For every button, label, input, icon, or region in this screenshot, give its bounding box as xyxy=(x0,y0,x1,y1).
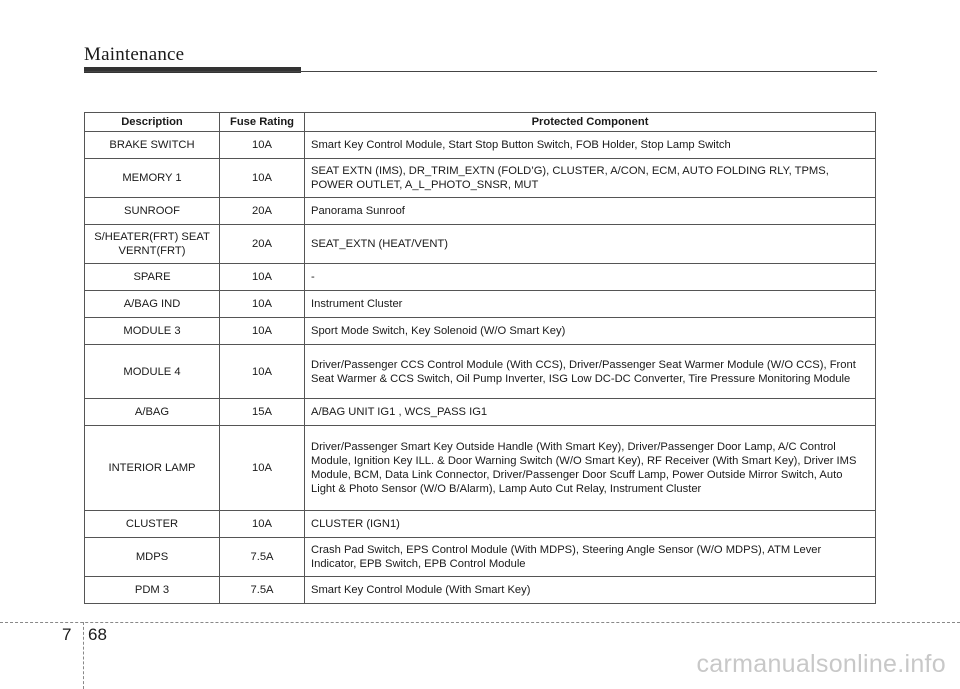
cell-description: MODULE 4 xyxy=(85,345,220,399)
cell-protected-component: Sport Mode Switch, Key Solenoid (W/O Smart Key) xyxy=(305,318,876,345)
cell-description: SPARE xyxy=(85,264,220,291)
cell-description: BRAKE SWITCH xyxy=(85,132,220,159)
cell-protected-component: - xyxy=(305,264,876,291)
table-row xyxy=(85,426,876,511)
cell-protected-component: Driver/Passenger CCS Control Module (With CCS), Driver/Passenger Seat Warmer Module (W/O CCS), Front Seat Warmer & CCS Switch, Oil Pump Inverter, ISG Low DC-DC Converter, Tire Pressure Monitoring Module xyxy=(305,345,876,399)
cell-description: MDPS xyxy=(85,538,220,577)
cell-fuse-rating: 10A xyxy=(220,511,305,538)
cell-protected-component: Smart Key Control Module (With Smart Key) xyxy=(305,577,876,604)
cell-protected-component: CLUSTER (IGN1) xyxy=(305,511,876,538)
cell-protected-component: Crash Pad Switch, EPS Control Module (With MDPS), Steering Angle Sensor (W/O MDPS), ATM Lever Indicator, EPB Switch, EPB Control Module xyxy=(305,538,876,577)
cell-fuse-rating: 20A xyxy=(220,198,305,225)
chapter-number: 7 xyxy=(62,625,72,644)
page-number: 68 xyxy=(88,625,107,644)
watermark-text: carmanualsonline.info xyxy=(696,650,946,678)
cell-description: SUNROOF xyxy=(85,198,220,225)
cell-fuse-rating: 10A xyxy=(220,264,305,291)
page-title: Maintenance xyxy=(84,44,185,65)
cell-fuse-rating: 10A xyxy=(220,426,305,511)
cell-description: S/HEATER(FRT) SEAT VERNT(FRT) xyxy=(85,225,220,264)
cell-protected-component: SEAT_EXTN (HEAT/VENT) xyxy=(305,225,876,264)
table-row xyxy=(85,159,876,198)
cell-fuse-rating: 10A xyxy=(220,318,305,345)
header-rule-thick xyxy=(84,67,301,73)
cell-protected-component: Driver/Passenger Smart Key Outside Handle (With Smart Key), Driver/Passenger Door Lamp, A/C Control Module, Ignition Key ILL. & Door Warning Switch (W/O Smart Key), RF Receiver (With Smart Key), Driver IMS Module, BCM, Data Link Connector, Driver/Passenger Door Scuff Lamp, Power Outside Mirror Switch, Auto Light & Photo Sensor (W/O B/Alarm), Lamp Auto Cut Relay, Instrument Cluster xyxy=(305,426,876,511)
table-row xyxy=(85,198,876,225)
footer-divider-vertical xyxy=(83,622,84,689)
table-row xyxy=(85,511,876,538)
cell-protected-component: Panorama Sunroof xyxy=(305,198,876,225)
table-header-row xyxy=(85,113,876,132)
table-row xyxy=(85,345,876,399)
cell-fuse-rating: 10A xyxy=(220,291,305,318)
cell-description: MODULE 3 xyxy=(85,318,220,345)
table-row xyxy=(85,577,876,604)
column-header-description: Description xyxy=(85,113,220,132)
cell-fuse-rating: 7.5A xyxy=(220,577,305,604)
cell-fuse-rating: 7.5A xyxy=(220,538,305,577)
cell-fuse-rating: 10A xyxy=(220,132,305,159)
cell-protected-component: Instrument Cluster xyxy=(305,291,876,318)
cell-protected-component: Smart Key Control Module, Start Stop Button Switch, FOB Holder, Stop Lamp Switch xyxy=(305,132,876,159)
table-row xyxy=(85,264,876,291)
cell-fuse-rating: 20A xyxy=(220,225,305,264)
header-rule-thin xyxy=(84,71,877,72)
cell-description: A/BAG IND xyxy=(85,291,220,318)
table-row xyxy=(85,318,876,345)
cell-description: INTERIOR LAMP xyxy=(85,426,220,511)
table-row xyxy=(85,225,876,264)
cell-description: A/BAG xyxy=(85,399,220,426)
cell-protected-component: SEAT EXTN (IMS), DR_TRIM_EXTN (FOLD’G), CLUSTER, A/CON, ECM, AUTO FOLDING RLY, TPMS, POWER OUTLET, A_L_PHOTO_SNSR, MUT xyxy=(305,159,876,198)
cell-protected-component: A/BAG UNIT IG1 , WCS_PASS IG1 xyxy=(305,399,876,426)
table-row xyxy=(85,291,876,318)
cell-fuse-rating: 15A xyxy=(220,399,305,426)
cell-description: CLUSTER xyxy=(85,511,220,538)
cell-fuse-rating: 10A xyxy=(220,345,305,399)
cell-fuse-rating: 10A xyxy=(220,159,305,198)
table-row xyxy=(85,399,876,426)
cell-description: PDM 3 xyxy=(85,577,220,604)
table-row xyxy=(85,132,876,159)
fuse-table xyxy=(84,112,876,604)
column-header-fuse-rating: Fuse Rating xyxy=(220,113,305,132)
table-row xyxy=(85,538,876,577)
column-header-protected-component: Protected Component xyxy=(305,113,876,132)
footer-divider-horizontal xyxy=(0,622,960,623)
cell-description: MEMORY 1 xyxy=(85,159,220,198)
